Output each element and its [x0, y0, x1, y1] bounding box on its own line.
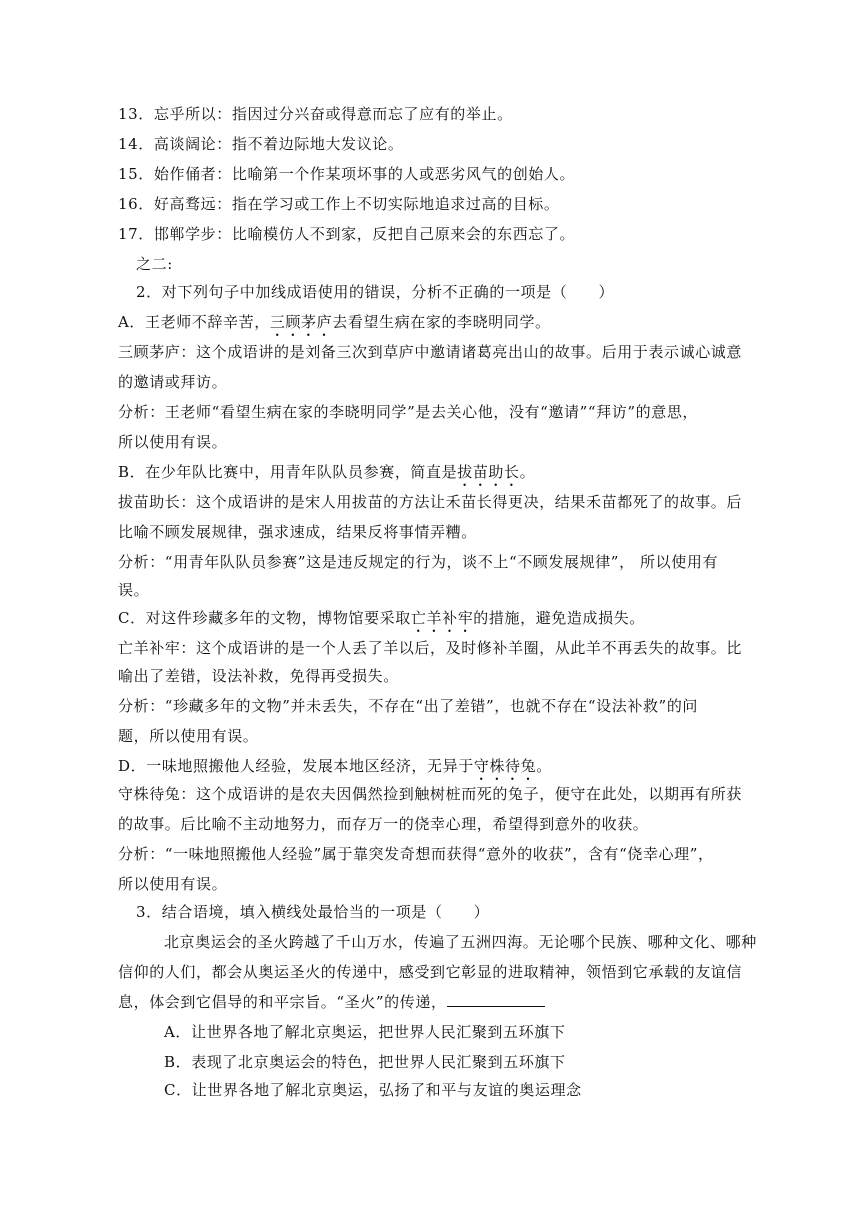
option-c-definition-line1: 亡羊补牢：这个成语讲的是一个人丢了羊以后，及时修补羊圈，从此羊不再丢失的故事。比 [118, 639, 743, 657]
option-b-analysis-line2: 误。 [118, 581, 150, 599]
fill-in-blank [447, 992, 545, 1007]
option-d-definition-line2: 的故事。后比喻不主动地努力，而存万一的侥幸心理，希望得到意外的收获。 [118, 815, 649, 833]
option-b-definition-line1: 拔苗助长：这个成语讲的是宋人用拔苗的方法让禾苗长得更决，结果禾苗都死了的故事。后 [118, 493, 743, 511]
passage-line1: 北京奥运会的圣火跨越了千山万水，传遍了五洲四海。无论哪个民族、哪种文化、哪种 [164, 933, 757, 951]
option-c-analysis-line2: 题，所以使用有误。 [118, 727, 259, 745]
option-c-prefix: C．对这件珍藏多年的文物，博物馆要采取 [118, 609, 411, 627]
passage-line3 [118, 992, 545, 1012]
option-d-analysis-line2: 所以使用有误。 [118, 875, 228, 893]
option-c-idiom: 亡羊补牢 [410, 609, 474, 627]
q3-option-b: B．表现了北京奥运会的特色，把世界人民汇聚到五环旗下 [164, 1053, 566, 1071]
option-d-sentence [118, 756, 552, 784]
option-b-idiom: 拔苗助长 [457, 463, 520, 481]
option-a-analysis-line2: 所以使用有误。 [118, 433, 228, 451]
section-title: 之二: [136, 255, 173, 273]
option-c-suffix: 的措施，避免造成损失。 [473, 609, 645, 627]
option-a-definition-line2: 的邀请或拜访。 [118, 373, 228, 391]
definition-14: 14．高谈阔论：指不着边际地大发议论。 [118, 135, 404, 153]
option-b-sentence [118, 462, 535, 490]
option-b-analysis-line1: 分析：“用青年队队员参赛”这是违反规定的行为，谈不上“不顾发展规律”， 所以使用有 [118, 553, 719, 571]
option-c-definition-line2: 喻出了差错，设法补救，免得再受损失。 [118, 667, 399, 685]
q3-option-c: C．让世界各地了解北京奥运，弘扬了和平与友谊的奥运理念 [164, 1081, 582, 1099]
definition-13: 13．忘乎所以：指因过分兴奋或得意而忘了应有的举止。 [118, 105, 513, 123]
option-b-prefix: B．在少年队比赛中，用青年队队员参赛，简直是 [118, 463, 458, 481]
option-a-analysis-line1: 分析：王老师“看望生病在家的李晓明同学”是去关心他，没有“邀请”“拜访”的意思， [118, 403, 699, 421]
option-a-prefix: A．王老师不辞辛苦， [118, 313, 270, 331]
question-3-stem: 3．结合语境，填入横线处最恰当的一项是（ ） [136, 903, 490, 921]
passage-line3-text: 息，体会到它倡导的和平宗旨。“圣火”的传递， [118, 993, 447, 1011]
option-c-sentence [118, 608, 645, 636]
option-d-definition-line1: 守株待兔：这个成语讲的是农夫因偶然捡到触树桩而死的兔子，便守在此处，以期再有所获 [118, 785, 743, 803]
option-a-suffix: 去看望生病在家的李晓明同学。 [332, 313, 551, 331]
q3-option-a: A．让世界各地了解北京奥运，把世界人民汇聚到五环旗下 [164, 1023, 566, 1041]
option-c-analysis-line1: 分析：“珍藏多年的文物”并未丢失，不存在“出了差错”，也就不存在“设法补救”的问 [118, 697, 699, 715]
option-b-suffix: 。 [519, 463, 536, 481]
option-a-sentence [118, 312, 551, 340]
question-2-stem: 2．对下列句子中加线成语使用的错误，分析不正确的一项是（ ） [136, 283, 615, 301]
option-d-analysis-line1: 分析：“一味地照搬他人经验”属于靠突发奇想而获得“意外的收获”，含有“侥幸心理”， [118, 845, 714, 863]
definition-15: 15．始作俑者：比喻第一个作某项坏事的人或恶劣风气的创始人。 [118, 165, 576, 183]
option-a-idiom: 三顾茅庐 [269, 313, 333, 331]
option-a-definition-line1: 三顾茅庐：这个成语讲的是刘备三次到草庐中邀请诸葛亮出山的故事。后用于表示诚心诚意 [118, 343, 743, 361]
option-d-prefix: D．一味地照搬他人经验，发展本地区经济，无异于 [118, 757, 474, 775]
passage-line2: 信仰的人们，都会从奥运圣火的传递中，感受到它彰显的进取精神，领悟到它承载的友谊信 [118, 963, 743, 981]
definition-16: 16．好高骛远：指在学习或工作上不切实际地追求过高的目标。 [118, 195, 560, 213]
option-d-idiom: 守株待兔 [473, 757, 537, 775]
option-b-definition-line2: 比喻不顾发展规律，强求速成，结果反将事情弄糟。 [118, 523, 477, 541]
definition-17: 17．邯郸学步：比喻模仿人不到家，反把自己原来会的东西忘了。 [118, 225, 576, 243]
option-d-suffix: 。 [536, 757, 552, 775]
